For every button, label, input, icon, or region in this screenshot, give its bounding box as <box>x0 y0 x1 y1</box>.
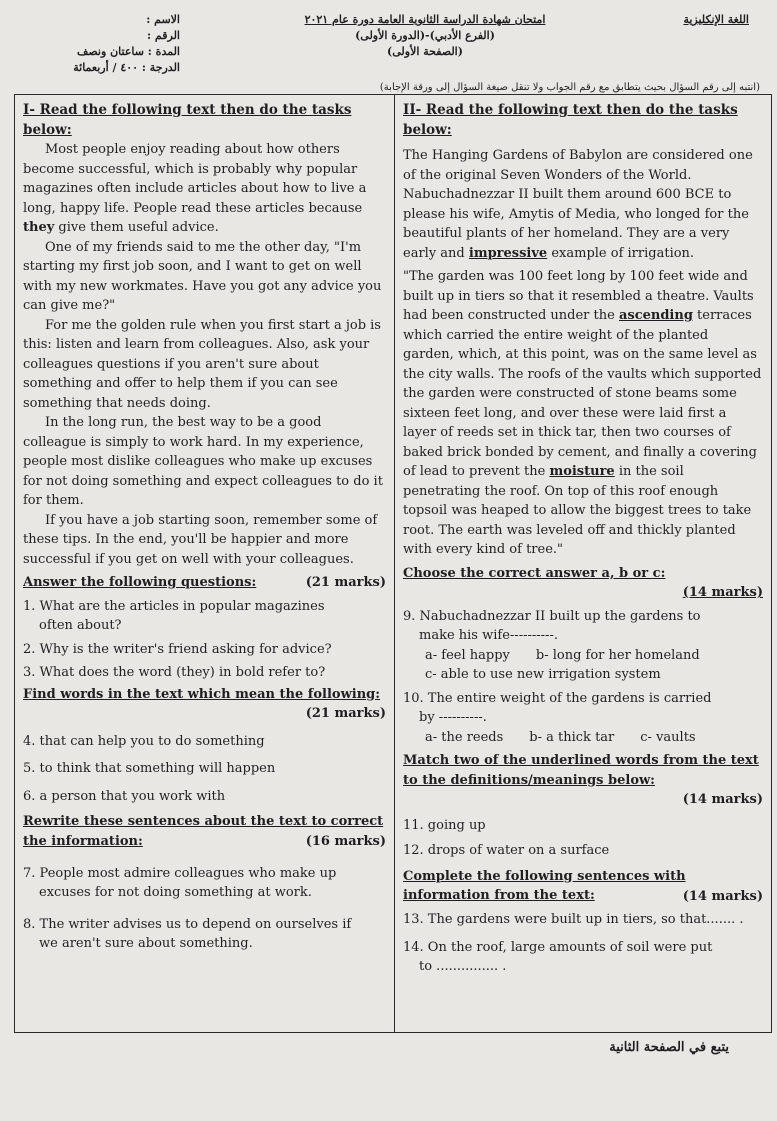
right-paragraph-2: "The garden was 100 feet long by 100 feet wide and built up in tiers so that it resembled a theatre. Vaults had been constructed under the ascending terraces which carried the entire weight of the planted garden, which, at this point, was on the same level as the city walls. The roofs of the vaults which supported the garden were constructed of stone beams some sixteen feet long, and over these were laid first a layer of reeds set in thick tar, then two courses of baked brick bonded by cement, and finally a covering of lead to prevent the moisture in the soil penetrating the roof. On top of this roof enough topsoil was heaped to allow the biggest trees to take root. The earth was leveled off and thickly planted with every kind of tree." <box>403 269 762 557</box>
question-6: 6. a person that you work with <box>23 788 226 804</box>
question-8: 8. The writer advises us to depend on ourselves if we aren't sure about something. <box>23 916 352 951</box>
exam-page-number: (الصفحة الأولى) <box>387 45 463 58</box>
left-paragraph-2: One of my friends said to me the other day, "I'm starting my first job soon, and I want to get on well with my new workmates. Have you got any advice you can give me?" <box>23 239 382 313</box>
name-label: الاسم : <box>146 13 180 26</box>
question-7: 7. People most admire colleagues who make up excuses for not doing something at work. <box>23 865 337 900</box>
left-paragraph-1: Most people enjoy reading about how others become successful, which is probably why popular magazines often include articles about how to live a long, happy life. People read these articles because they give them useful advice. <box>23 142 367 235</box>
left-section-2-title: Find words in the text which mean the following: <box>23 686 381 702</box>
left-column <box>15 95 395 1032</box>
left-section-1-title: Answer the following questions: (21 marks) <box>23 573 386 593</box>
right-section-2-title: Match two of the underlined words from the text to the definitions/meanings below: <box>403 753 759 788</box>
subject-label: اللغة الإنكليزية <box>683 13 749 26</box>
right-section-1-marks-row <box>403 583 763 603</box>
q10-option-c: c- vaults <box>640 729 696 745</box>
left-heading: I- Read the following text then do the tasks below: <box>23 102 352 138</box>
underlined-word-ascending: ascending <box>618 308 693 323</box>
question-5: 5. to think that something will happen <box>23 761 276 776</box>
q10-option-a: a- the reeds <box>425 729 504 745</box>
exam-title: امتحان شهادة الدراسة الثانوية العامة دورة عام ٢٠٢١ <box>304 13 546 26</box>
question-9: 9. Nabuchadnezzar II built up the gardens to make his wife----------. <box>403 608 701 643</box>
right-section-1-marks: (14 marks) <box>682 585 763 600</box>
right-section-2-marks: (14 marks) <box>682 792 763 807</box>
left-section-1-marks: (21 marks) <box>305 575 386 590</box>
right-column <box>395 95 771 1032</box>
left-paragraph-3: For me the golden rule when you first start a job is this: listen and learn from colleagues. Also, ask your colleagues questions if you aren't sure about something and offer to help them if you can see something that needs doing. <box>23 317 381 411</box>
q9-option-b: b- long for her homeland <box>535 647 700 663</box>
right-section-3-title: Complete the following sentences with information from the text: <box>403 868 686 903</box>
number-label: الرقم : <box>147 29 180 42</box>
left-section-3-marks: (16 marks) <box>305 834 386 849</box>
q10-option-b: b- a thick tar <box>529 729 615 745</box>
exam-frame <box>14 94 772 1033</box>
question-2: 2. Why is the writer's friend asking for advice? <box>23 641 332 657</box>
question-10: 10. The entire weight of the gardens is carried by ----------. <box>403 690 712 725</box>
question-14: 14. On the roof, large amounts of soil were put to ............... . <box>403 939 713 974</box>
exam-branch: (الفرع الأدبي)-(الدورة الأولى) <box>355 29 495 42</box>
left-paragraph-5: If you have a job starting soon, remember some of these tips. In the end, you'll be happier and more successful if you get on well with your colleagues. <box>23 512 378 567</box>
q9-option-c: c- able to use new irrigation system <box>425 667 661 682</box>
question-12: 12. drops of water on a surface <box>403 843 610 858</box>
right-heading: II- Read the following text then do the tasks below: <box>403 102 738 138</box>
question-3: 3. What does the word (they) in bold refer to? <box>23 665 326 680</box>
continued-note: يتبع في الصفحة الثانية <box>609 1040 729 1055</box>
question-10-options <box>403 728 763 748</box>
header-exam-info <box>260 12 590 60</box>
question-1: 1. What are the articles in popular magazines often about? <box>23 598 325 633</box>
grade-label: الدرجة : ٤٠٠ / أربعمائة <box>73 61 180 74</box>
underlined-word-impressive: impressive <box>468 245 548 261</box>
right-section-3-marks: (14 marks) <box>682 888 763 904</box>
question-13: 13. The gardens were built up in tiers, so that....... . <box>403 912 744 927</box>
header-student-info <box>40 12 180 76</box>
left-section-2-marks: (21 marks) <box>305 706 386 721</box>
bold-word-they: they <box>23 220 55 235</box>
duration-label: المدة : ساعتان ونصف <box>76 45 180 58</box>
question-11: 11. going up <box>403 817 486 833</box>
q9-option-a: a- feel happy <box>425 647 510 663</box>
left-paragraph-4: In the long run, the best way to be a good colleague is simply to work hard. In my experience, people most dislike colleagues who make up excuses for not doing something and expect colleagues to do it for them. <box>23 415 383 508</box>
question-9-options <box>403 646 763 685</box>
right-section-1-title: Choose the correct answer a, b or c: <box>403 565 666 581</box>
header-note: (انتبه إلى رقم السؤال بحيث يتطابق مع رقم الجواب ولا تنقل صيغة السؤال إلى ورقة الإجابة) <box>379 82 760 93</box>
left-section-3-title: Rewrite these sentences about the text to correct the information: <box>23 814 384 849</box>
question-4: 4. that can help you to do something <box>23 733 265 749</box>
underlined-word-moisture: moisture <box>549 464 615 479</box>
right-paragraph-1: The Hanging Gardens of Babylon are considered one of the original Seven Wonders of the World. Nabuchadnezzar II built them around 600 BCE to please his wife, Amytis of Media, who longed for the beautiful plants of her homeland. They are a very early and impressive example of irrigation. <box>403 148 753 261</box>
